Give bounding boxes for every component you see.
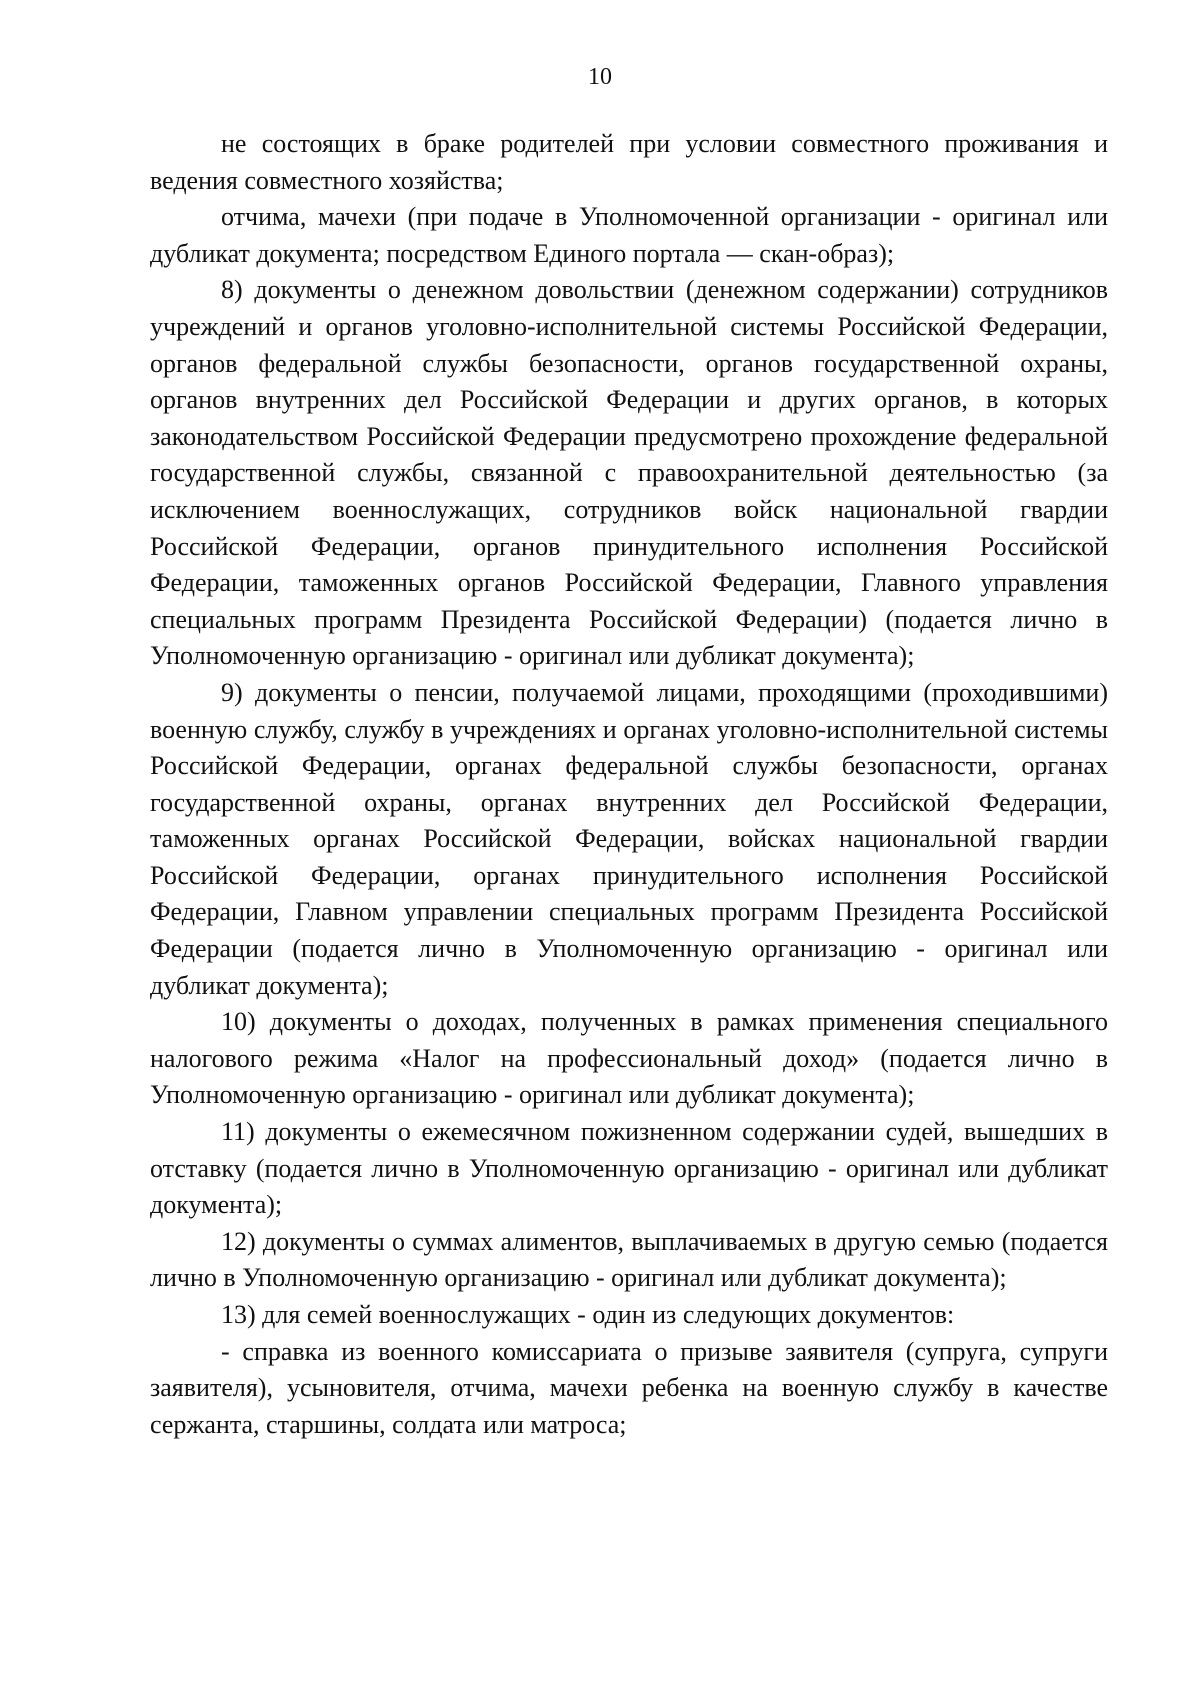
document-body <box>150 126 1108 1443</box>
paragraph-stepparents: отчима, мачехи (при подаче в Уполномоченной организации - оригинал или дубликат документа; посредством Единого портала — скан-образ); <box>150 202 1108 268</box>
paragraph-item-12: 12) документы о суммах алиментов, выплачиваемых в другую семью (подается лично в Уполномоченную организацию - оригинал или дубликат документа); <box>150 1226 1108 1293</box>
page-number: 10 <box>588 64 612 90</box>
paragraph-item-10: 10) документы о доходах, полученных в рамках применения специального налогового режима «Налог на профессиональный доход» (подается лично в Уполномоченную организацию - оригинал или дубликат документа); <box>150 1007 1108 1110</box>
paragraph-item-13: 13) для семей военнослужащих - один из следующих документов: <box>221 1300 955 1329</box>
paragraph-continuation-parents: не состоящих в браке родителей при условии совместного проживания и ведения совместного хозяйства; <box>150 129 1108 195</box>
paragraph-item-11: 11) документы о ежемесячном пожизненном содержании судей, вышедших в отставку (подается лично в Уполномоченную организацию - оригинал или дубликат документа); <box>150 1117 1108 1220</box>
paragraph-item-13-certificate: - справка из военного комиссариата о призыве заявителя (супруга, супруги заявителя), усыновителя, отчима, мачехи ребенка на военную службу в качестве сержанта, старшины, солдата или матроса; <box>150 1336 1108 1439</box>
paragraph-item-8: 8) документы о денежном довольствии (денежном содержании) сотрудников учреждений и органов уголовно-исполнительной системы Российской Федерации, органов федеральной службы безопасности, органов государственной охраны, органов внутренних дел Российской Федерации и других органов, в которых законодательством Российской Федерации предусмотрено прохождение федеральной государственной службы, связанной с правоохранительной деятельностью (за исключением военнослужащих, сотрудников войск национальной гвардии Российской Федерации, органов принудительного исполнения Российской Федерации, таможенных органов Российской Федерации, Главного управления специальных программ Президента Российской Федерации) (подается лично в Уполномоченную организацию - оригинал или дубликат документа); <box>150 275 1108 671</box>
paragraph-item-9: 9) документы о пенсии, получаемой лицами, проходящими (проходившими) военную службу, службу в учреждениях и органах уголовно-исполнительной системы Российской Федерации, органах федеральной службы безопасности, органах государственной охраны, органах внутренних дел Российской Федерации, таможенных органах Российской Федерации, войсках национальной гвардии Российской Федерации, органах принудительного исполнения Российской Федерации, Главном управлении специальных программ Президента Российской Федерации (подается лично в Уполномоченную организацию - оригинал или дубликат документа); <box>150 677 1108 1000</box>
